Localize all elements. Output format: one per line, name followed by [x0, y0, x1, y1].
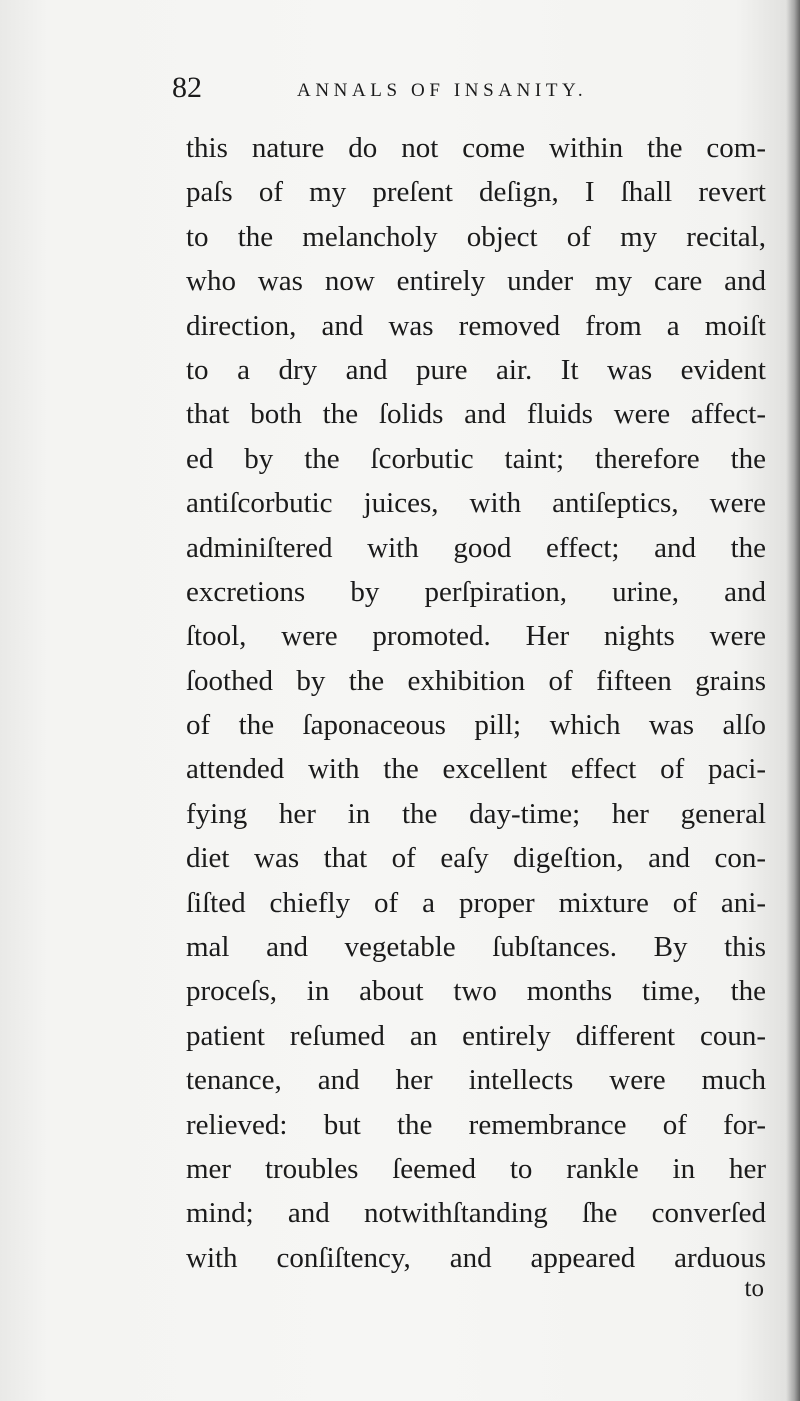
text-line: tenance, and her intellects were much [186, 1064, 766, 1097]
running-head: ANNALS OF INSANITY. [297, 80, 588, 101]
text-line: that both the ſolids and fluids were affect- [186, 398, 766, 431]
text-line: patient reſumed an entirely different coun- [186, 1019, 766, 1052]
text-line: direction, and was removed from a moiſt [186, 309, 766, 342]
text-line: ed by the ſcorbutic taint; therefore the [186, 442, 766, 475]
text-line: ſiſted chiefly of a proper mixture of ani- [186, 886, 766, 919]
text-line: mal and vegetable ſubſtances. By this [186, 931, 766, 964]
text-line: attended with the excellent effect of paci- [186, 753, 766, 786]
text-line: diet was that of eaſy digeſtion, and con- [186, 842, 766, 875]
page-header [172, 68, 772, 112]
text-line: proceſs, in about two months time, the [186, 975, 766, 1008]
body-text [186, 126, 766, 1280]
text-line: paſs of my preſent deſign, I ſhall revert [186, 176, 766, 209]
text-line: who was now entirely under my care and [186, 265, 766, 298]
catchword: to [744, 1275, 764, 1302]
page-edge-shadow [786, 0, 800, 1401]
text-line: ſoothed by the exhibition of fifteen grains [186, 664, 766, 697]
text-line: with conſiſtency, and appeared arduous [186, 1241, 766, 1274]
text-line: excretions by perſpiration, urine, and [186, 575, 766, 608]
text-line: to a dry and pure air. It was evident [186, 353, 766, 386]
text-line: this nature do not come within the com- [186, 132, 766, 164]
text-line: antiſcorbutic juices, with antiſeptics, were [186, 487, 766, 520]
text-line: fying her in the day-time; her general [186, 797, 766, 830]
text-line: of the ſaponaceous pill; which was alſo [186, 709, 766, 742]
text-line: to the melancholy object of my recital, [186, 220, 766, 253]
text-line: relieved: but the remembrance of for- [186, 1108, 766, 1141]
text-line: mer troubles ſeemed to rankle in her [186, 1152, 766, 1185]
text-line: mind; and notwithſtanding ſhe converſed [186, 1197, 766, 1230]
text-line: adminiſtered with good effect; and the [186, 531, 766, 564]
page-number: 82 [172, 71, 202, 104]
text-line: ſtool, were promoted. Her nights were [186, 620, 766, 653]
